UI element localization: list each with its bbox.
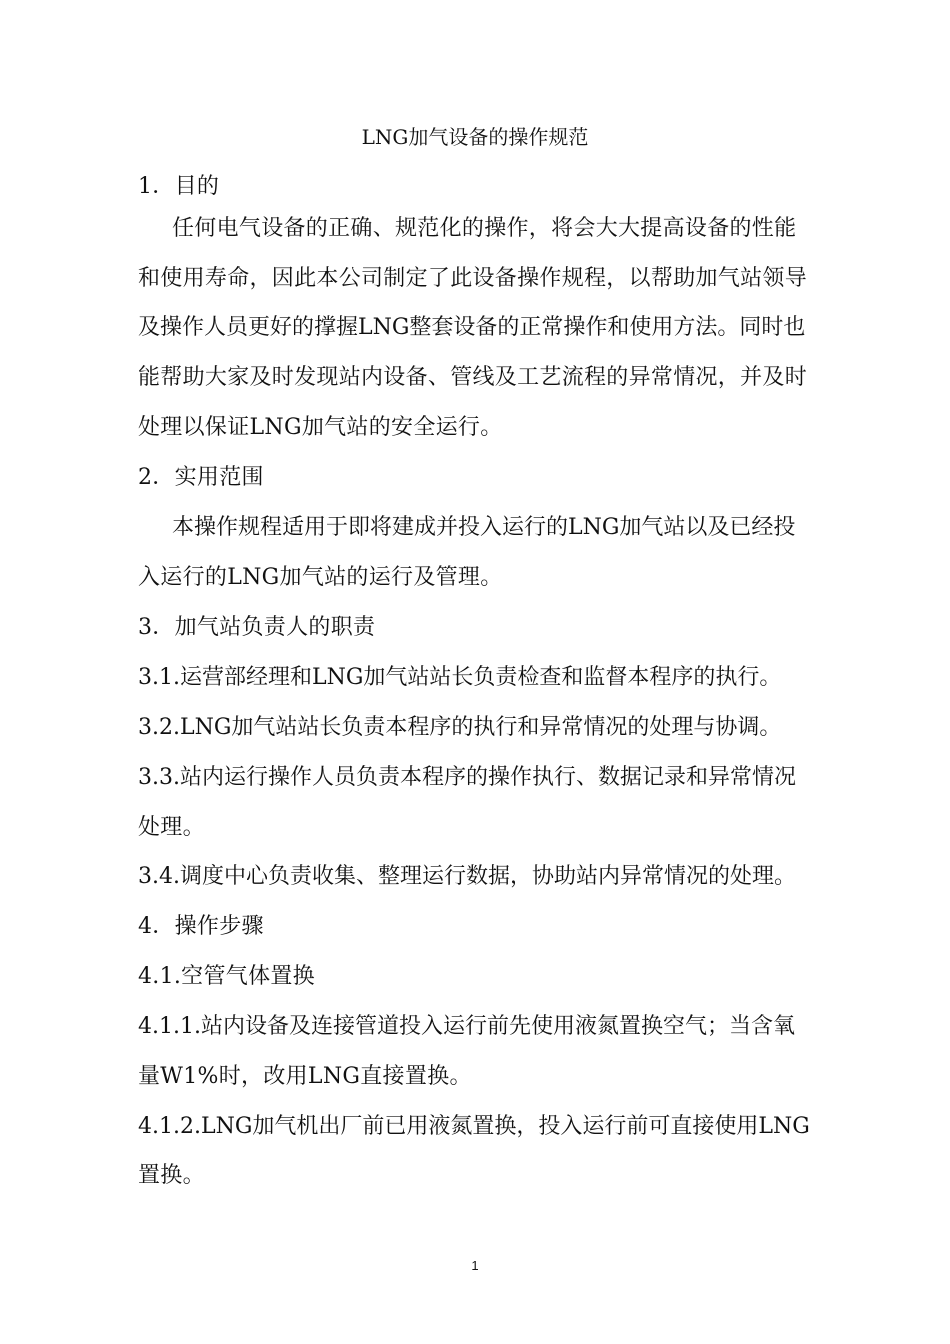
paragraph-line: 能帮助大家及时发现站内设备、管线及工艺流程的异常情况，并及时 bbox=[138, 365, 808, 390]
list-item-continuation: 置换。 bbox=[138, 1163, 205, 1188]
list-item: 3.1.运营部经理和LNG加气站站长负责检查和监督本程序的执行。 bbox=[138, 665, 782, 690]
list-item: 4.1.1.站内设备及连接管道投入运行前先使用液氮置换空气；当含氧 bbox=[138, 1014, 795, 1039]
paragraph-line: 和使用寿命，因此本公司制定了此设备操作规程，以帮助加气站领导 bbox=[138, 266, 808, 291]
section-heading-responsibilities: 3．加气站负责人的职责 bbox=[138, 615, 376, 640]
list-item: 3.4.调度中心负责收集、整理运行数据，协助站内异常情况的处理。 bbox=[138, 864, 796, 889]
section-heading-procedure: 4．操作步骤 bbox=[138, 914, 264, 939]
list-item-continuation: 量W1%时，改用LNG直接置换。 bbox=[138, 1064, 472, 1089]
list-item: 3.2.LNG加气站站长负责本程序的执行和异常情况的处理与协调。 bbox=[138, 715, 782, 740]
paragraph-line: 入运行的LNG加气站的运行及管理。 bbox=[138, 565, 503, 590]
paragraph-line: 处理以保证LNG加气站的安全运行。 bbox=[138, 415, 503, 440]
section-heading-purpose: 1．目的 bbox=[138, 174, 220, 199]
list-item-continuation: 处理。 bbox=[138, 815, 205, 840]
list-item: 3.3.站内运行操作人员负责本程序的操作执行、数据记录和异常情况 bbox=[138, 765, 796, 790]
list-item: 4.1.2.LNG加气机出厂前已用液氮置换，投入运行前可直接使用LNG bbox=[138, 1114, 810, 1139]
page-number: 1 bbox=[471, 1258, 479, 1273]
paragraph-line: 任何电气设备的正确、规范化的操作，将会大大提高设备的性能 bbox=[172, 216, 797, 241]
section-heading-scope: 2．实用范围 bbox=[138, 465, 264, 490]
document-title: LNG加气设备的操作规范 bbox=[361, 125, 589, 149]
subsection-heading: 4.1.空管气体置换 bbox=[138, 964, 315, 989]
paragraph-line: 本操作规程适用于即将建成并投入运行的LNG加气站以及已经投 bbox=[172, 515, 796, 540]
paragraph-line: 及操作人员更好的撑握LNG整套设备的正常操作和使用方法。同时也 bbox=[138, 315, 806, 340]
